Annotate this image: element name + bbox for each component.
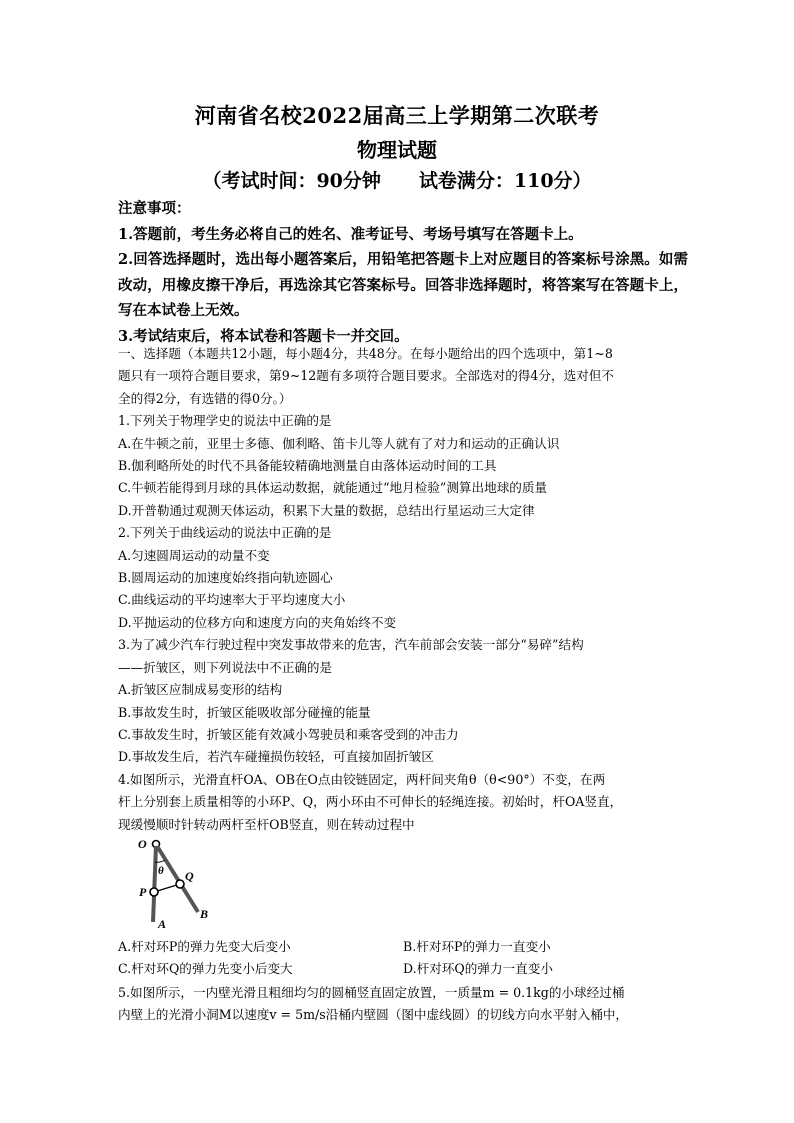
exam-title: 河南省名校2022届高三上学期第二次联考 — [194, 103, 600, 128]
q5-stem-line-1: 5.如图所示，一内壁光滑且粗细均匀的圆桶竖直固定放置，一质量m = 0.1kg的小球经过桶 — [118, 985, 625, 1000]
q5-stem-line-2: 内壁上的光滑小洞M以速度v = 5m/s沿桶内壁圆（图中虚线圆）的切线方向水平射入桶中， — [118, 1007, 629, 1023]
q1-option-b: B.伽利略所处的时代不具备能较精确地测量自由落体运动时间的工具 — [118, 458, 497, 474]
q4-option-c: C.杆对环Q的弹力先变小后变大 — [118, 961, 293, 976]
label-b: B — [200, 907, 209, 921]
label-q: Q — [185, 869, 194, 883]
notes-item-1: 1.答题前，考生务必将自己的姓名、准考证号、考场号填写在答题卡上。 — [118, 225, 583, 243]
notes-heading: 注意事项： — [118, 200, 191, 217]
q2-option-c: C.曲线运动的平均速率大于平均速度大小 — [118, 592, 346, 608]
q4-stem-line-2: 杆上分别套上质量相等的小环P、Q，两小环由不可伸长的轻绳连接。初始时，杆OA竖直， — [118, 794, 623, 810]
q5-section — [118, 982, 688, 1027]
notes-item-3: 3.考试结束后，将本试卷和答题卡一并交回。 — [118, 327, 409, 345]
q4-stem-line-1: 4.如图所示，光滑直杆OA、OB在O点由铰链固定，两杆间夹角θ（θ<90°）不变，在两 — [118, 771, 606, 787]
label-o: O — [138, 837, 147, 851]
q4-option-b: B.杆对环P的弹力一直变小 — [403, 939, 551, 954]
question-body — [118, 343, 688, 836]
q3-option-d: D.事故发生后，若汽车碰撞损伤较轻，可直接加固折皱区 — [118, 749, 434, 765]
label-a: A — [158, 917, 167, 930]
q1-option-c: C.牛顿若能得到月球的具体运动数据，就能通过“地月检验”测算出地球的质量 — [118, 480, 548, 496]
q3-option-b: B.事故发生时，折皱区能吸收部分碰撞的能量 — [118, 704, 371, 720]
q4-rod-diagram — [116, 830, 216, 930]
label-theta: θ — [158, 865, 164, 877]
q2-option-b: B.圆周运动的加速度始终指向轨迹圆心 — [118, 570, 333, 586]
section-intro-line-2: 题只有一项符合题目要求，第9~12题有多项符合题目要求。全部选对的得4分，选对但不 — [118, 368, 614, 384]
q4-option-d: D.杆对环Q的弹力一直变小 — [403, 961, 553, 976]
q3-stem-line-2: ——折皱区，则下列说法中不正确的是 — [118, 659, 333, 675]
q3-stem-line-1: 3.为了减少汽车行驶过程中突发事故带来的危害，汽车前部会安装一部分“易碎”结构 — [118, 637, 584, 653]
exam-subject: 物理试题 — [357, 138, 437, 162]
q4-options-row-1 — [118, 936, 698, 958]
section-intro-line-3: 全的得2分，有选错的得0分。） — [118, 390, 292, 406]
section-intro-line-1: 一、选择题（本题共12小题，每小题4分，共48分。在每小题给出的四个选项中，第1~8 — [118, 346, 613, 361]
ring-p — [150, 888, 158, 896]
exam-info: （考试时间：90分钟 试卷满分：110分） — [202, 170, 592, 192]
q4-option-a: A.杆对环P的弹力先变大后变小 — [118, 939, 291, 954]
q4-stem-line-3: 现缓慢顺时针转动两杆至杆OB竖直，则在转动过程中 — [118, 816, 415, 832]
notes-section — [118, 196, 688, 349]
q2-option-a: A.匀速圆周运动的动量不变 — [118, 547, 270, 563]
q4-options — [118, 936, 698, 980]
ring-q — [176, 880, 184, 888]
rod-oa — [153, 846, 156, 922]
q2-option-d: D.平抛运动的位移方向和速度方向的夹角始终不变 — [118, 614, 397, 630]
label-p: P — [139, 885, 147, 899]
q1-option-d: D.开普勒通过观测天体运动，积累下大量的数据，总结出行星运动三大定律 — [118, 502, 535, 518]
q1-stem: 1.下列关于物理学史的说法中正确的是 — [118, 413, 332, 429]
q1-option-a: A.在牛顿之前，亚里士多德、伽利略、笛卡儿等人就有了对力和运动的正确认识 — [118, 435, 560, 451]
q4-options-row-2 — [118, 958, 698, 980]
q3-option-a: A.折皱区应制成易变形的结构 — [118, 682, 283, 698]
q2-stem: 2.下列关于曲线运动的说法中正确的是 — [118, 525, 332, 541]
notes-item-2: 2.回答选择题时，选出每小题答案后，用铅笔把答题卡上对应题目的答案标号涂黑。如需改动，用橡皮擦干净后，再选涂其它答案标号。回答非选择题时，将答案写在答题卡上，写在本试卷上无效。 — [118, 251, 688, 319]
q3-option-c: C.事故发生时，折皱区能有效减小驾驶员和乘客受到的冲击力 — [118, 726, 459, 742]
